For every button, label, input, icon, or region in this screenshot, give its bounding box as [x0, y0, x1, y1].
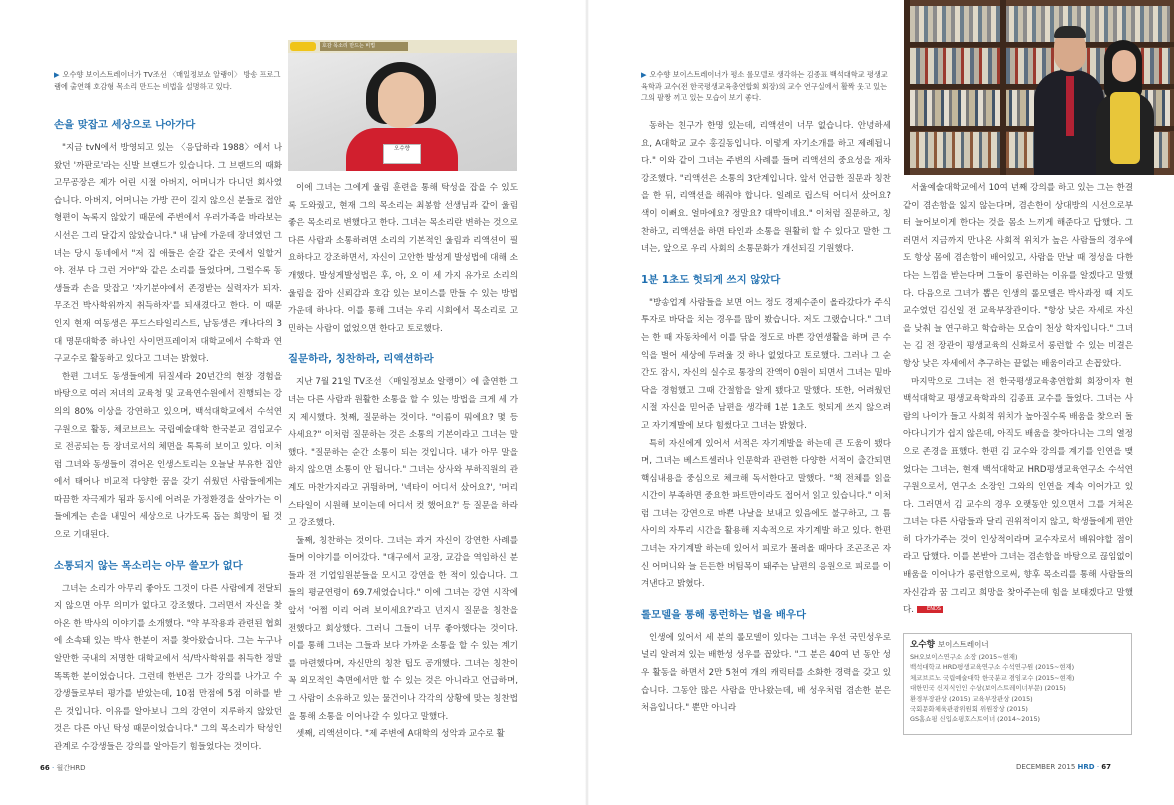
- tv-show-photo: [288, 40, 517, 171]
- folio-separator: ·: [1096, 763, 1102, 771]
- article-column-3: [641, 118, 891, 763]
- section-heading: 소통되지 않는 목소리는 아무 쓸모가 없다: [54, 559, 243, 572]
- bookshelf-row: [910, 6, 1170, 42]
- folio-separator: ·: [51, 764, 57, 772]
- folio-right: [1016, 763, 1111, 771]
- profile-item: 체코브르노 국립예술대학 한국분교 겸임교수 (2015~현재): [910, 673, 1075, 682]
- page-number-left: 66: [40, 764, 50, 772]
- profile-role: 보이스트레이너: [937, 640, 989, 649]
- section-heading: 손을 맞잡고 세상으로 나아가다: [54, 119, 196, 131]
- page-gutter: [585, 0, 589, 805]
- profile-box: [903, 633, 1132, 735]
- folio-left: [40, 763, 85, 773]
- shelf-post: [904, 0, 910, 175]
- paragraph: "방송업계 사람들을 보면 어느 정도 경제수준이 올라갔다가 주식투자로 바닥을 치는 경우를 많이 봤습니다. 저도 그랬습니다." 그녀는 한 때 자동차에서 이를 닦을 정도로 바쁜 강연생활을 하며 큰 수익을 벌어 세상에 두려울 것 하나 없었다고 토로했다. 그러나 그 순간도 잠시, 자신의 실수로 통장의 잔액이 0원이 되면서 그녀는 밑바닥을 경험했고 그때 간절함을 알게 됐다고 말했다. 또한, 어려웠던 시절 자신을 믿어준 남편을 생각해 1분 1초도 헛되게 쓰지 않으려고 자기계발에 보다 힘썼다고 그녀는 밝혔다.: [641, 297, 891, 431]
- caption-triangle-icon: ▶: [641, 70, 647, 79]
- section-heading: 1분 1초도 헛되게 쓰지 않았다: [641, 273, 781, 286]
- photo-caption-right: [641, 69, 891, 104]
- paragraph: 서울예술대학교에서 10여 년째 강의를 하고 있는 그는 한결같이 겸손함을 잃지 않는다며, 겸손한이 상대방의 시선으로부터 늘어보이게 한다는 것을 몸소 느끼게 해준다고 답했다. 그러면서 지금까지 만나온 사회적 위치가 높은 사람들의 경우에도 항상 몸에 겸손함이 배어있고, 사람을 만날 때 정성을 다한다는 느낌을 받는다며 그들이 롱런하는 이유를 알겠다고 말했다. 다음으로 그녀가 뽑은 인생의 롤모델은 박사과정 때 지도교수였던 김신일 전 교육부장관이다. "항상 낮은 자세로 자신을 낮춰 늘 연구하고 학습하는 모습이 천상 학자입니다." 그녀는 김 전 장관이 평생교육의 신화로서 롱런할 수 있는 비결은 항상 낮은 자세에서 추구하는 끝없는 배움이라고 손꼽았다.: [903, 183, 1133, 369]
- shelf-post: [1000, 0, 1006, 175]
- paragraph: 셋째, 리액션이다. "제 주변에 A대학의 성악과 교수로 활: [296, 729, 505, 740]
- paragraph: "지금 tvN에서 방영되고 있는 〈응답하라 1988〉에서 나왔던 '까판로'라는 신발 브랜드가 있습니다. 그 브랜드의 때화 고무공장은 제가 어린 시절 아버지, 어머니가 다니던 회사였습니다. 아버지, 어머니는 가방 끈이 길지 않으신 분들로 접안형편이 녹록지 않았기 때문에 주변에서 우러가족을 바라보는 시선은 그리 달갑지 않았습니다." 내 남에 가운데 장녀였던 그녀는 당시 동네에서 "저 집 애들은 숟갈 같은 곳에서 일할거야. 전부 다 그런 거야"와 같은 소리를 들었다며, 그럴수록 동생들과 손을 맞잡고 '자기분야에서 존경받는 실력자가 되자. 무조건 박사학위까지 취득하자'를 되새겼다고 한다. 이 때문인지 현재 여동생은 푸드스타일리스트, 남동생은 캐나다의 3대 명문대학중 하나인 사이먼프레이저 대학교에서 수학과 연구교수로 활동하고 있다고 그녀는 밝혔다.: [54, 143, 282, 365]
- paragraph: 특히 자신에게 있어서 서적은 자기계발을 하는데 큰 도움이 됐다며, 그녀는 베스트셀러나 인문학과 관련한 다양한 서적이 출간되면 핵심내용을 중심으로 체크해 독서한다고 말했다. "책 전체를 읽을 시간이 부족하면 중요한 파트만이라도 접어서 읽고 있습니다." 이처럼 그녀는 강연으로 바쁜 나날을 보내고 있음에도 불구하고, 그 틈 사이의 자투리 시간을 활용해 지속적으로 자기계발 하고 있다. 한편 그녀는 자기계발 하는데 있어서 피로가 몰려올 때마다 조곤조곤 자신 어머니와 늘 든든한 버팀목이 돼주는 남편의 응원으로 피로를 이겨낸다고 밝혔다.: [641, 438, 891, 590]
- paragraph-text: 마지막으로 그녀는 전 한국평생교육총연합회 회장이자 현 백석대학교 평생교육학과의 김종표 교수를 들었다. 그녀는 사람의 나이가 들고 사회적 위치가 높아질수록 배움을 찾으러 돌아다니기가 쉽지 않은데, 아직도 배움을 찾아다니는 그의 열정으로 존경을 표했다. 한편 김 교수와 강의를 계기를 인연을 맺었다는 그녀는, 현재 백석대학교 HRD평생교육연구소 수석연구원으로서, 연구소 소장인 그와의 인연을 계속 이어가고 있다. 그러면서 김 교수의 경우 오랫동안 있으면서 그를 거쳐온 그녀는 다른 사람들과 달리 권위적이지 않고, 학생들에게 편안히 다가가주는 것이 인상적이라며 교수자로서 배워야할 점이라고 답했다. 이를 본받아 그녀는 겸손함을 바탕으로 끊임없이 배움을 이어나가 롱런함으로써, 향후 목소리를 통해 사람들의 자신감과 꿈 그리고 희망을 찾아주는데 힘을 보태겠다고 말했다.: [903, 376, 1133, 616]
- profile-item: 환경부장관상 (2015) 교육부장관상 (2015): [910, 694, 1033, 703]
- speaker-face: [378, 72, 424, 128]
- profile-item: GS홈쇼핑 신입쇼핑호스트이너 (2014~2015): [910, 715, 1041, 724]
- profile-title: [910, 638, 1125, 650]
- office-photo: [904, 0, 1174, 175]
- nameplate: 오수향: [383, 144, 421, 164]
- article-column-1: [54, 118, 282, 763]
- page-number-right: 67: [1101, 763, 1112, 771]
- caption-text: 오수향 보이스트레이너가 평소 롤모델로 생각하는 김종표 백석대학교 평생교육학과 교수(전 한국평생교육총연합회 회장)의 교수 연구실에서 활짝 웃고 있는 그의 팔짱 끼고 있는 모습이 보기 좋다.: [641, 70, 888, 102]
- issue-date: DECEMBER 2015: [1016, 763, 1076, 771]
- paragraph: 둘째, 칭찬하는 것이다. 그녀는 과거 자신이 강연한 사례를 들며 이야기를 이어갔다. "대구에서 교장, 교감을 역임하신 분들과 전 기업임원분들을 모시고 강연을 한 적이 있습니다. 그들의 평균연령이 69.7세였습니다." 이에 그녀는 강연 시작에 앞서 '어쩜 이리 어려 보이세요?'라고 넌지시 질문을 칭찬을 전했다고 회상했다. 그러니 그들이 너무 좋아했다는 것이다. 이를 통해 그녀는 그들과 보다 가까운 소통을 할 수 있는 계기를 마련했다며, 자신만의 칭찬 팁도 공개했다. 그녀는 칭찬이 꼭 외모적인 측면에서만 할 수 있는 것은 아니라고 언급하며, 그 사람이 소유하고 있는 물건이나 각각의 상황에 맞는 칭찬법을 통해 소통을 이어나갈 수 있다고 말했다.: [288, 535, 518, 722]
- magazine-name-left: 월간HRD: [56, 764, 86, 772]
- article-column-4: [903, 180, 1133, 620]
- profile-item: 국회문화체육관광위원회 위원장상 (2015): [910, 705, 1028, 714]
- broadcast-ticker: 호감 목소리 만드는 비법: [320, 42, 408, 51]
- photo-caption-left: [54, 69, 282, 92]
- paragraph: [903, 374, 1133, 620]
- paragraph: 동하는 친구가 한명 있는데, 리액션이 너무 없습니다. 안녕하세요, A대학교 교수 홍길동입니다. 이렇게 자기소개를 하고 제례됩니다." 이와 같이 그녀는 주변의 사례를 들며 리액션의 중요성을 재차 강조했다. "리액션은 소통의 3단계입니다. 앞서 언급한 질문과 칭찬을 한 뒤, 리액션을 해줘야 합니다. 일례로 립스틱 어디서 샀어요? 색이 이뻐요. 얼마에요? 정말요? 대박이네요." 이처럼 질문하고, 칭찬하고, 리액션을 하면 타인과 소통을 원활히 할 수 있다고 말한 그녀는, 앞으로 우리 사회의 소통문화가 개선되길 기원했다.: [641, 121, 891, 255]
- professor-tie: [1066, 76, 1074, 136]
- profile-item: SH오보이스연구소 소장 (2015~현재): [910, 653, 1018, 661]
- professor-hair: [1054, 26, 1086, 38]
- paragraph: 그녀는 소리가 아무리 좋아도 그것이 다른 사람에게 전달되지 않으면 아무 의미가 없다고 강조했다. 그러면서 자신을 찾아온 한 박사의 이야기를 소개했다. "약 부작용과 관련된 협회에 소속돼 있는 박사 한분이 저를 찾아왔습니다. 그는 누구나 알만한 국내의 저명한 대학교에서 석/박사학위를 취득한 정말 똑똑한 분이었습니다. 그런데 한번은 그가 강의를 나가고 수강생들로부터 평가를 받았는데, 10점 만점에 5점 이하를 받은 것입니다. 이유를 알아보니 그의 강연이 지루하지 않았던 것은 다른 아닌 탁성 때문이었습니다." 그의 목소리가 탁성인 관계로 수강생들은 강의를 알아듣기 힘들었다는 것이다.: [54, 583, 282, 752]
- channel-logo: [290, 42, 316, 51]
- paragraph: 한편 그녀도 동생들에게 뒤질세라 20년간의 현장 경험을 바탕으로 여러 저녀의 교육청 및 교육연수원에서 진행되는 강의의 80% 이상을 강연하고 있으며, 백석대학교에서 수석연구원으로 활동, 체코브르노 국립예술대학 한국분교 겸임교수로 전공되는 등 장녀로서의 체면을 톡톡히 보이고 있다. 이처럼 그녀와 동생들이 겪어온 인생스토리는 오늘날 부유한 집안에서 태어나 비교적 다양한 꿈을 갖기 쉬웠던 사람들에게는 따끔한 자극제가 됨과 동시에 어려운 가정환경을 살아가는 이들에게는 손을 내밀어 세상으로 나가도록 돕는 희망이 될 것으로 기대된다.: [54, 371, 282, 541]
- section-heading: 롤모델을 통해 롱런하는 법을 배우다: [641, 608, 807, 621]
- end-mark: ENDS: [917, 606, 943, 613]
- profile-item: 백석대학교 HRD평생교육연구소 수석연구원 (2015~현재): [910, 663, 1075, 672]
- paragraph: 지난 7월 21일 TV조선 〈매일정보쇼 알랭이〉에 출연한 그녀는 다른 사람과 원활한 소통을 할 수 있는 방법을 크게 세 가지 제시했다. 첫째, 질문하는 것이다. "이름이 뭐에요? 몇 등 사세요?" 이처럼 질문하는 것은 소통의 기본이라고 그녀는 말했다. "질문하는 순간 소통이 되는 것입니다. 내가 아무 말을 하지 않으면 소통이 안 됩니다." 그녀는 상사와 부하직원의 관계도 마찬가지라고 귀띔하며, '넥타이 어디서 샀어요?', '머리스타일이 시원해 보이는데 어디서 컷 했어요?' 등 질문을 하라고 강조했다.: [288, 377, 518, 529]
- caption-text: 오수향 보이스트레이너가 TV조선 〈매일정보쇼 알랭이〉 방송 프로그램에 출연해 호감형 목소리 만드는 비법을 설명하고 있다.: [54, 70, 281, 91]
- trainer-scarf: [1110, 92, 1140, 164]
- profile-name: 오수향: [910, 640, 935, 650]
- caption-triangle-icon: ▶: [54, 70, 60, 79]
- trainer-face: [1112, 50, 1136, 82]
- magazine-name-right: HRD: [1077, 763, 1095, 771]
- profile-item: 대한민국 신지식인인 수상(보이스트레이너부문) (2015): [910, 684, 1066, 693]
- paragraph: 인생에 있어서 세 분의 롤모델이 있다는 그녀는 우선 국민성우로 널리 알려져 있는 배한성 성우를 꼽았다. "그 분은 40여 년 동안 성우 활동을 하면서 2만 5천여 개의 캐릭터를 소화한 경력을 갖고 있습니다. 그동안 많은 사람을 만나왔는데, 배 성우처럼 겸손한 분은 처음입니다." 뿐만 아니라: [641, 632, 891, 714]
- section-heading: 질문하라, 칭찬하라, 리액션하라: [288, 353, 434, 366]
- paragraph: 이에 그녀는 그에게 울림 훈련을 통해 탁성을 잡을 수 있도록 도와줬고, 현재 그의 목소리는 최봉함 선생님과 같이 울림 좋은 목소리로 변했다고 한다. 그녀는 목소리란 변하는 것으로 다른 사람과 소통하려면 소리의 기본적인 울림과 리액션이 필요하다고 강조하면서, 자신이 고안한 발성게 발성법에 대해 소개했다. 발성게발성법은 후, 아, 오 이 세 가지 유가로 소리의 울림을 잡아 신뢰감과 호감 있는 보이스를 만들 수 있는 방법 가운데 하나다. 이를 통해 그녀는 우리 시회에서 목소리로 고민하는 사람이 없었으면 한다고 토로했다.: [288, 183, 518, 334]
- article-column-2: [288, 180, 518, 763]
